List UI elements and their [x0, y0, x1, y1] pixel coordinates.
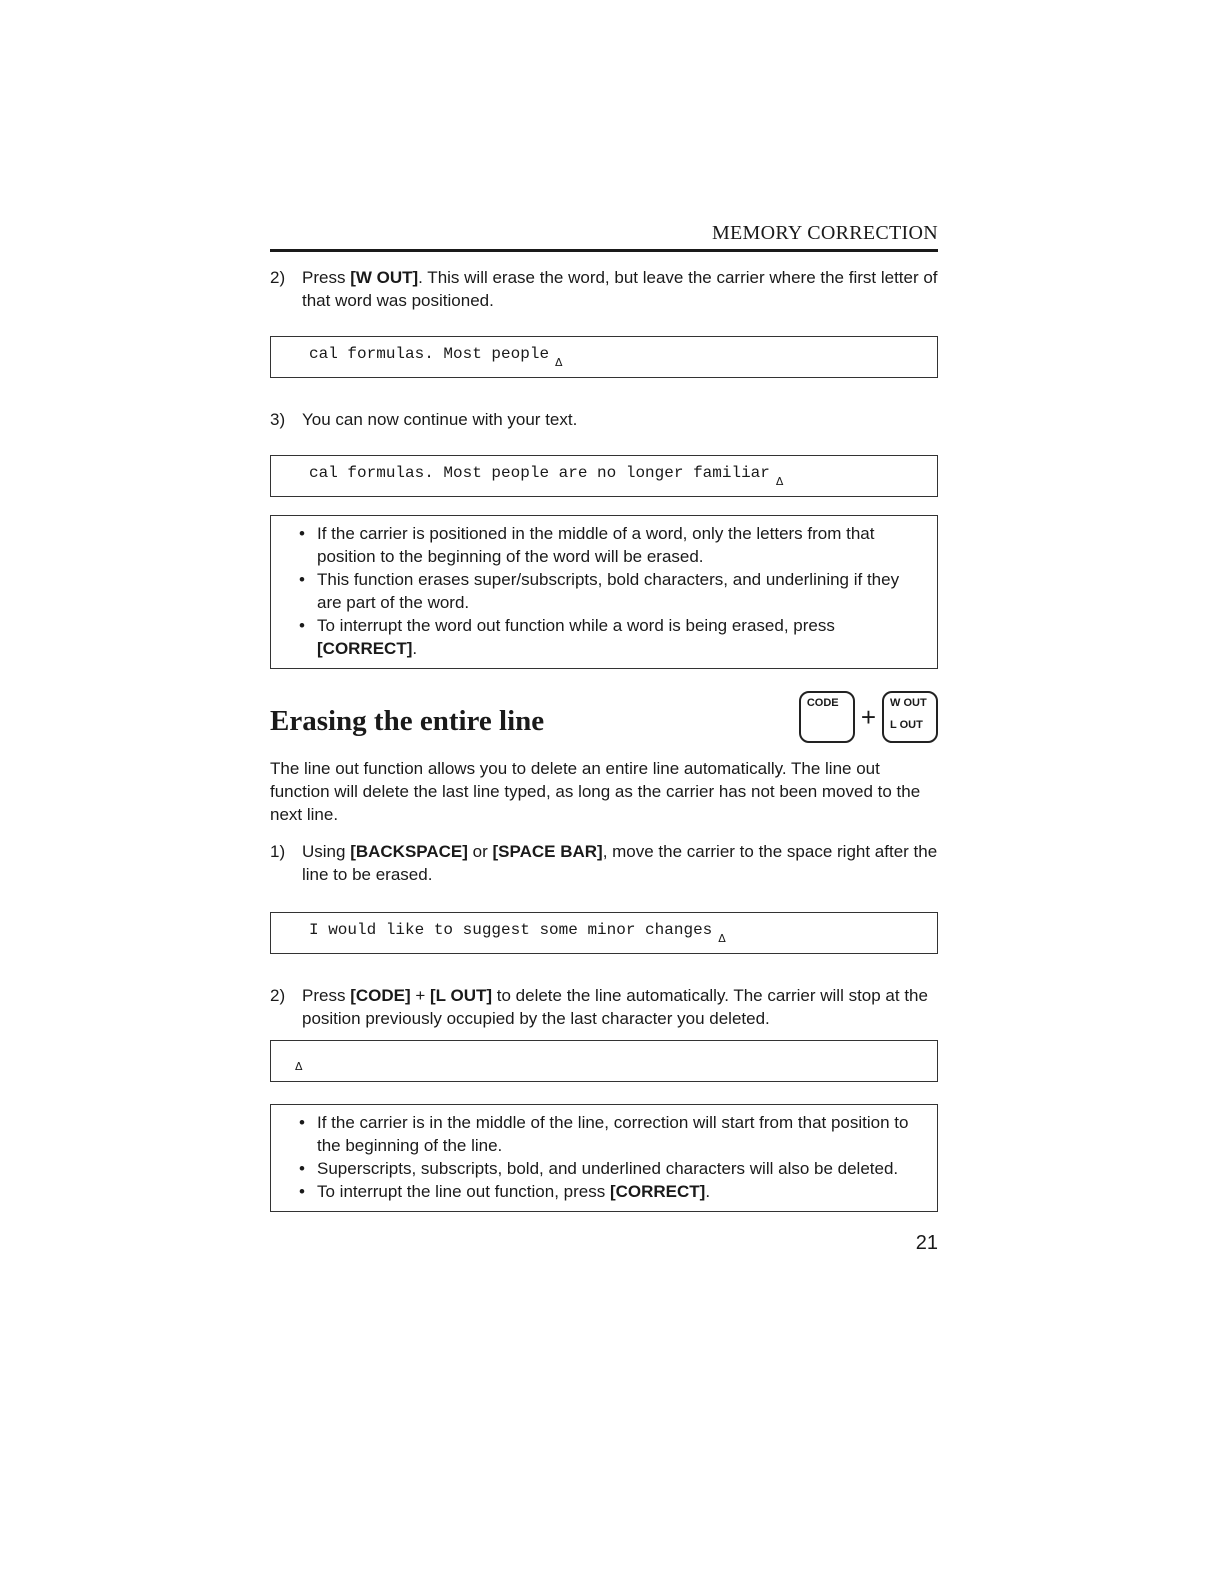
key-w-out: [W OUT]	[350, 268, 419, 287]
step-text-post: . This will erase the word, but leave the carrier where the first letter of that word was positioned.	[302, 268, 938, 310]
running-head: MEMORY CORRECTION	[270, 222, 938, 252]
key-combination	[799, 691, 938, 743]
page-number: 21	[915, 1232, 938, 1254]
note-text: If the carrier is in the middle of the line, correction will start from that position to the beginning of the line.	[317, 1113, 909, 1155]
key-space-bar: [SPACE BAR]	[492, 842, 603, 861]
note-text: This function erases super/subscripts, bold characters, and underlining if they are part of the word.	[317, 570, 900, 612]
key-correct: [CORRECT]	[317, 639, 413, 658]
note-item	[295, 522, 913, 568]
step-3-continue	[270, 408, 938, 431]
display-line	[309, 345, 563, 369]
plus-sign: +	[860, 701, 876, 732]
note-text: If the carrier is positioned in the middle of a word, only the letters from that position to the beginning of the word will be erased.	[317, 524, 875, 566]
w-out-l-out-key-icon	[882, 691, 938, 743]
step-text-pre: Press	[302, 268, 351, 287]
display-line	[295, 1049, 303, 1073]
display-example-4	[270, 1040, 938, 1082]
step-number: 2)	[270, 986, 286, 1005]
intro-paragraph: The line out function allows you to delete an entire line automatically. The line out function will delete the last line typed, as long as the carrier has not been moved to the next line.	[270, 759, 921, 824]
step-text: You can now continue with your text.	[302, 410, 578, 429]
note-item	[295, 1157, 913, 1180]
display-example-2	[270, 455, 938, 497]
bullet-icon: •	[299, 1113, 305, 1132]
key-code: [CODE]	[350, 986, 411, 1005]
step-2-line-out	[270, 984, 938, 1030]
step-text-pre: Press	[302, 986, 351, 1005]
step-text-mid: or	[467, 842, 493, 861]
note-text-end: .	[412, 639, 418, 658]
key-backspace: [BACKSPACE]	[350, 842, 468, 861]
bullet-icon: •	[299, 570, 305, 589]
display-text: cal formulas. Most people are no longer familiar	[309, 464, 770, 482]
display-text: cal formulas. Most people	[309, 345, 550, 363]
key-label-bottom: L OUT	[890, 719, 923, 731]
note-text-end: .	[705, 1182, 711, 1201]
notes-box-line-out	[270, 1104, 938, 1212]
display-line	[309, 921, 726, 945]
step-number: 1)	[270, 842, 286, 861]
key-label: CODE	[806, 697, 839, 709]
display-example-3	[270, 912, 938, 954]
step-text-post: , move the carrier to the space right after the line to be erased.	[302, 842, 938, 884]
note-item	[295, 568, 913, 614]
display-text: I would like to suggest some minor changes	[309, 921, 713, 939]
key-l-out: [L OUT]	[430, 986, 493, 1005]
step-number: 2)	[270, 268, 286, 287]
bullet-icon: •	[299, 616, 305, 635]
step-text-pre: Using	[302, 842, 351, 861]
note-item	[295, 614, 913, 660]
bullet-icon: •	[299, 1159, 305, 1178]
step-text-post: to delete the line automatically. The carrier will stop at the position previously occupied by the last character you deleted.	[302, 986, 928, 1028]
carrier-position-icon: Δ	[718, 932, 726, 945]
step-text	[302, 840, 938, 886]
key-label-top: W OUT	[890, 697, 927, 709]
note-text: Superscripts, subscripts, bold, and underlined characters will also be deleted.	[317, 1159, 899, 1178]
display-example-1	[270, 336, 938, 378]
key-correct: [CORRECT]	[609, 1182, 706, 1201]
section-header	[270, 691, 938, 747]
bullet-icon: •	[299, 524, 305, 543]
display-line	[309, 464, 784, 488]
step-text	[302, 266, 938, 312]
step-1-position-carrier	[270, 840, 938, 886]
note-text: To interrupt the line out function, press	[317, 1182, 610, 1201]
section-title: Erasing the entire line	[270, 705, 545, 737]
note-text: To interrupt the word out function while a word is being erased, press	[317, 616, 835, 635]
notes-box-word-out	[270, 515, 938, 669]
carrier-position-icon: Δ	[775, 475, 784, 488]
carrier-position-icon: Δ	[295, 1060, 303, 1073]
bullet-icon: •	[299, 1182, 305, 1201]
step-2-word-out	[270, 266, 938, 312]
code-key-icon	[799, 691, 855, 743]
note-item	[295, 1111, 913, 1157]
step-number: 3)	[270, 410, 286, 429]
step-text-mid: +	[410, 986, 431, 1005]
carrier-position-icon: Δ	[555, 356, 563, 369]
step-text	[302, 984, 938, 1030]
manual-page	[270, 222, 938, 1255]
note-item	[295, 1180, 913, 1203]
